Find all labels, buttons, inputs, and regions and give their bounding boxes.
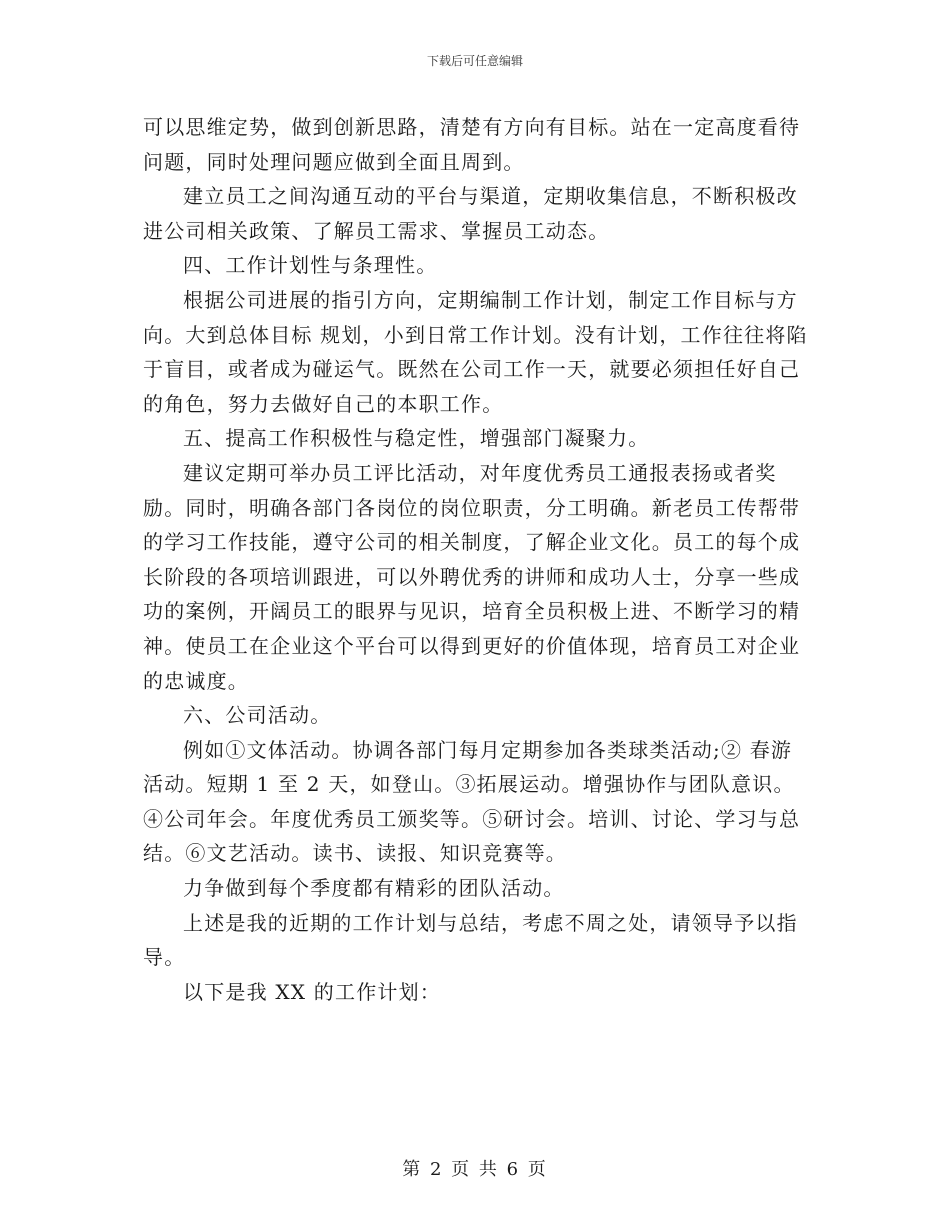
paragraph-1: 可以思维定势，做到创新思路，清楚有方向有目标。站在一定高度看待问题，同时处理问题应做到全面且周到。 [143, 115, 801, 174]
section-heading-5: 五、提高工作积极性与稳定性，增强部门凝聚力。 [183, 426, 650, 451]
page-number: 第 2 页 共 6 页 [402, 1159, 548, 1180]
paragraph-2: 建立员工之间沟通互动的平台与渠道，定期收集信息，不断积极改进公司相关政策、了解员工需求、掌握员工动态。 [143, 184, 798, 243]
section-heading-6: 六、公司活动。 [183, 703, 332, 728]
paragraph-8: 以下是我 XX 的工作计划： [183, 979, 441, 1004]
paragraph-7: 上述是我的近期的工作计划与总结，考虑不周之处，请领导予以指导。 [143, 910, 798, 970]
paragraph-5: 例如①文体活动。协调各部门每月定期参加各类球类活动;② 春游活动。短期 1 至 2 天，如登山。③拓展运动。增强协作与团队意识。④公司年会。年度优秀员工颁奖等。⑤研讨会。培训、讨论、学习与总结。⑥文艺活动。读书、读报、知识竞赛等。 [143, 737, 801, 866]
paragraph-6: 力争做到每个季度都有精彩的团队活动。 [183, 876, 565, 901]
paragraph-4: 建议定期可举办员工评比活动，对年度优秀员工通报表扬或者奖励。同时，明确各部门各岗位的岗位职责，分工明确。新老员工传帮带的学习工作技能，遵守公司的相关制度，了解企业文化。员工的每个成长阶段的各项培训跟进，可以外聘优秀的讲师和成功人士，分享一些成功的案例，开阔员工的眼界与见识，培育全员积极上进、不断学习的精神。使员工在企业这个平台可以得到更好的价值体现，培育员工对企业的忠诚度。 [143, 460, 801, 693]
page-header: 下载后可任意编辑 [426, 54, 523, 68]
section-heading-4: 四、工作计划性与条理性。 [183, 253, 438, 278]
paragraph-3: 根据公司进展的指引方向，定期编制工作计划，制定工作目标与方向。大到总体目标 规划，小到日常工作计划。没有计划，工作往往将陷于盲目，或者成为碰运气。既然在公司工作一天，就要必须担任好自己的角色，努力去做好自己的本职工作。 [143, 287, 808, 416]
document-body [143, 110, 808, 1009]
